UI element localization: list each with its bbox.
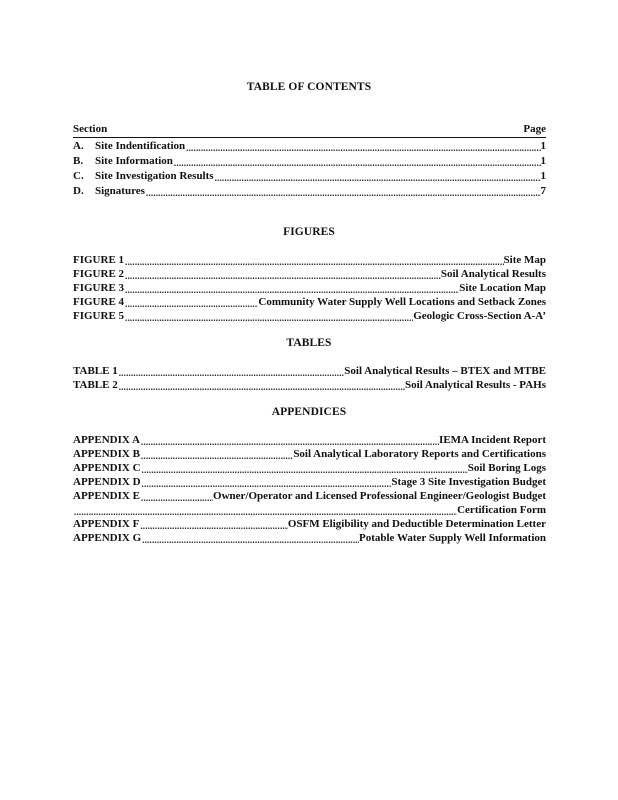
figure-label: FIGURE 4 <box>73 296 125 308</box>
figure-entry <box>73 267 546 281</box>
toc-entry-page: 1 <box>540 170 546 182</box>
appendix-entry <box>73 461 546 475</box>
appendix-description: Owner/Operator and Licensed Professional Engineer/Geologist Budget <box>213 490 546 502</box>
figure-entry <box>73 253 546 267</box>
tables-title: TABLES <box>286 337 332 349</box>
dot-leader <box>141 465 468 475</box>
dot-leader <box>145 188 541 198</box>
page-column-header: Page <box>523 123 546 135</box>
toc-entry-letter: A. <box>73 140 84 152</box>
section-column-header: Section <box>73 123 108 135</box>
figure-entry <box>73 281 546 295</box>
toc-entry-page: 1 <box>540 140 546 152</box>
appendix-label: APPENDIX B <box>73 448 140 460</box>
table-entry <box>73 378 546 392</box>
appendix-entry <box>73 531 546 545</box>
dot-leader <box>118 368 345 378</box>
table-description: Soil Analytical Results - PAHs <box>405 379 546 391</box>
appendix-label: APPENDIX F <box>73 518 140 530</box>
dot-leader <box>141 535 359 545</box>
appendix-description: Soil Boring Logs <box>467 462 546 474</box>
appendix-entry <box>73 489 546 503</box>
dot-leader <box>124 313 413 323</box>
toc-entry-letter: D. <box>73 185 84 197</box>
appendix-entry-continuation <box>73 503 546 517</box>
appendix-entry <box>73 447 546 461</box>
toc-entry <box>73 139 546 153</box>
figure-description: Community Water Supply Well Locations and Setback Zones <box>258 296 546 308</box>
toc-header <box>73 123 546 138</box>
figure-label: FIGURE 2 <box>73 268 125 280</box>
figure-description: Soil Analytical Results <box>440 268 546 280</box>
appendix-description: Certification Form <box>457 504 546 516</box>
table-description: Soil Analytical Results – BTEX and MTBE <box>344 365 546 377</box>
appendix-label: APPENDIX E <box>73 490 140 502</box>
appendix-label: APPENDIX D <box>73 476 141 488</box>
dot-leader <box>173 158 541 168</box>
table-label: TABLE 2 <box>73 379 118 391</box>
appendix-entry <box>73 517 546 531</box>
toc-entry-letter: C. <box>73 170 84 182</box>
appendix-description: IEMA Incident Report <box>439 434 546 446</box>
appendix-label: APPENDIX A <box>73 434 140 446</box>
dot-leader <box>140 437 439 447</box>
appendix-entry <box>73 433 546 447</box>
dot-leader <box>140 451 293 461</box>
toc-entry <box>73 154 546 168</box>
dot-leader <box>124 285 459 295</box>
figure-label: FIGURE 5 <box>73 310 125 322</box>
toc-entry <box>73 184 546 198</box>
dot-leader <box>139 521 288 531</box>
dot-leader <box>73 507 457 517</box>
toc-title: TABLE OF CONTENTS <box>246 81 372 93</box>
appendices-title: APPENDICES <box>271 406 347 418</box>
figure-description: Site Location Map <box>459 282 546 294</box>
figure-label: FIGURE 1 <box>73 254 125 266</box>
dot-leader <box>140 493 213 503</box>
appendix-description: Potable Water Supply Well Information <box>358 532 546 544</box>
table-entry <box>73 364 546 378</box>
figure-entry <box>73 295 546 309</box>
figure-entry <box>73 309 546 323</box>
toc-entry-letter: B. <box>73 155 84 167</box>
dot-leader <box>124 299 258 309</box>
appendix-label: APPENDIX G <box>73 532 142 544</box>
dot-leader <box>214 173 541 183</box>
appendix-entry <box>73 475 546 489</box>
table-label: TABLE 1 <box>73 365 118 377</box>
appendix-description: OSFM Eligibility and Deductible Determination Letter <box>287 518 546 530</box>
dot-leader <box>118 382 405 392</box>
dot-leader <box>124 257 503 267</box>
toc-entry-page: 7 <box>540 185 546 197</box>
dot-leader <box>124 271 441 281</box>
toc-entry-page: 1 <box>540 155 546 167</box>
toc-entry-label: Site Information <box>95 155 173 167</box>
toc-entry <box>73 169 546 183</box>
figure-description: Site Map <box>503 254 546 266</box>
toc-entry-label: Site Indentification <box>95 140 186 152</box>
dot-leader <box>185 143 540 153</box>
appendix-description: Soil Analytical Laboratory Reports and Certifications <box>293 448 546 460</box>
appendix-label: APPENDIX C <box>73 462 141 474</box>
figures-title: FIGURES <box>283 226 335 238</box>
toc-entry-label: Site Investigation Results <box>95 170 214 182</box>
figure-description: Geologic Cross-Section A-A’ <box>413 310 546 322</box>
appendix-description: Stage 3 Site Investigation Budget <box>391 476 546 488</box>
figure-label: FIGURE 3 <box>73 282 125 294</box>
dot-leader <box>141 479 392 489</box>
toc-entry-label: Signatures <box>95 185 145 197</box>
